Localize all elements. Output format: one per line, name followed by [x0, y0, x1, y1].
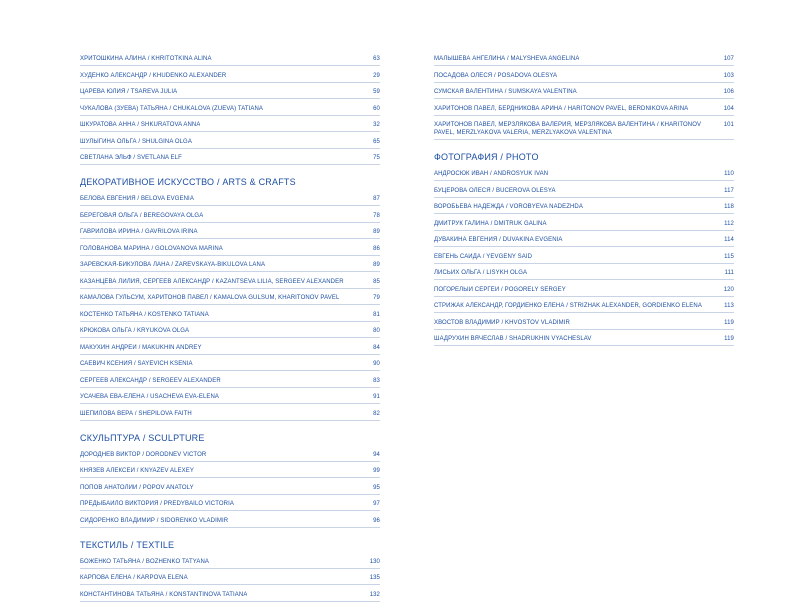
entry-name: ВОРОБЬЕВА НАДЕЖДА / VOROBYEVA NADEZHDA [434, 204, 583, 210]
index-entry [434, 70, 734, 83]
entry-name: ЕВГЕНЬ САИДА / YEVGENY SAID [434, 253, 533, 260]
index-entry [80, 276, 380, 289]
entry-page-number: 94 [373, 451, 380, 458]
entry-name: ДОРОДНЕВ ВИКТОР / DORODNEV VICTOR [80, 451, 207, 458]
entry-page-number: 91 [373, 394, 380, 400]
entry-page-number: 89 [373, 229, 380, 235]
entry-name: ДМИТРУК ГАЛИНА / DMITRUK GALINA [434, 220, 547, 227]
entry-name: СВЕТЛАНА ЭЛЬФ / SVETLANA ELF [80, 155, 182, 161]
entry-name: ХАРИТОНОВ ПАВЕЛ, МЕРЗЛЯКОВА ВАЛЕРИЯ, МЕРЗЛЯКОВА ВАЛЕНТИНА / KHARITONOV PAVEL, MERZLYAKOVA VALERIA, MERZLYAKOVA VALENTINA [434, 122, 702, 136]
section-title: ФОТОГРАФИЯ / PHOTO [434, 152, 539, 162]
entry-name: БЕЛОВА ЕВГЕНИЯ / BELOVA EVGENIA [80, 196, 194, 202]
entry-name: КАРПОВА ЕЛЕНА / KARPOVA ELENA [80, 575, 188, 581]
entry-page-number: 63 [373, 56, 380, 62]
index-entry [434, 284, 734, 297]
index-entry [434, 53, 734, 66]
entry-page-number: 78 [373, 212, 380, 219]
entry-page-number: 90 [373, 361, 380, 367]
index-entry [80, 53, 380, 66]
entry-page-number: 118 [724, 204, 734, 210]
index-entry [434, 333, 734, 346]
section-title: ДЕКОРАТИВНОЕ ИСКУССТВО / ARTS & CRAFTS [80, 177, 296, 187]
index-entry [80, 136, 380, 149]
entry-name: ПРЕДЫБАЙЛО ВИКТОРИЯ / PREDYBAILO VICTORIA [80, 501, 234, 507]
entry-page-number: 120 [723, 286, 734, 293]
entry-page-number: 106 [723, 89, 734, 95]
entry-page-number: 111 [724, 270, 734, 276]
left-column [80, 53, 380, 605]
entry-page-number: 112 [724, 220, 734, 227]
entry-name: КОНСТАНТИНОВА ТАТЬЯНА / KONSTANTINOVA TATIANA [80, 591, 248, 598]
entry-page-number: 75 [373, 155, 380, 161]
index-entry [434, 317, 734, 330]
entry-name: ШАДРУХИН ВЯЧЕСЛАВ / SHADRUKHIN VYACHESLAV [434, 336, 592, 342]
entry-page-number: 65 [373, 138, 380, 145]
entry-name: БЕРЕГОВАЯ ОЛЬГА / BEREGOVAYA OLGA [80, 212, 204, 219]
entry-page-number: 114 [724, 237, 734, 243]
index-entry [80, 391, 380, 404]
index-entry [434, 86, 734, 99]
entry-page-number: 96 [373, 517, 380, 524]
entry-name: КОСТЕНКО ТАТЬЯНА / KOSTENKO TATIANA [80, 311, 209, 318]
entry-page-number: 113 [724, 303, 734, 309]
entry-name: БОЖЕНКО ТАТЬЯНА / BOZHENKO TATYANA [80, 558, 210, 565]
index-entry [434, 267, 734, 280]
index-entry [434, 119, 734, 140]
entry-page-number: 117 [724, 187, 734, 194]
index-entry [80, 70, 380, 83]
entry-name: БУЦЕРОВА ОЛЕСЯ / BUCEROVA OLESYA [434, 187, 556, 194]
entry-name: ПОГОРЕЛЫЙ СЕРГЕЙ / POGORELY SERGEY [434, 286, 566, 293]
entry-page-number: 97 [373, 501, 380, 507]
entry-name: ЦАРЁВА ЮЛИЯ / TSAREVA JULIA [80, 89, 178, 95]
entry-page-number: 107 [723, 56, 734, 62]
index-entry [80, 309, 380, 322]
entry-name: ХРИТОШКИНА АЛИНА / KHRITOTKINA ALINA [80, 56, 212, 62]
entry-page-number: 60 [373, 105, 380, 112]
entry-name: КАЗАНЦЕВА ЛИЛИЯ, СЕРГЕЕВ АЛЕКСАНДР / KAZANTSEVA LILIA, SERGEEV ALEXANDER [80, 278, 344, 285]
entry-page-number: 29 [373, 72, 380, 79]
entry-name: ШЕПИЛОВА ВЕРА / SHEPILOVA FAITH [80, 410, 192, 417]
entry-page-number: 85 [373, 278, 380, 285]
entry-name: КРЮКОВА ОЛЬГА / KRYUKOVA OLGA [80, 328, 190, 334]
index-entry [80, 210, 380, 223]
entry-name: АНДРОСЮК ИВАН / ANDROSYUK IVAN [434, 171, 549, 177]
entry-page-number: 99 [373, 468, 380, 474]
index-entry [80, 408, 380, 421]
entry-name: УСАЧЕВА ЕВА-ЕЛЕНА / USACHEVA EVA-ELENA [80, 394, 220, 400]
index-entry [80, 572, 380, 585]
entry-page-number: 86 [373, 245, 380, 252]
index-entry [80, 86, 380, 99]
entry-page-number: 84 [373, 344, 380, 351]
index-entry [434, 168, 734, 181]
section-title: СКУЛЬПТУРА / SCULPTURE [80, 432, 205, 443]
entry-name: ЛИСЬИХ ОЛЬГА / LISYKH OLGA [434, 270, 528, 276]
index-entry [80, 358, 380, 371]
index-entry [80, 482, 380, 495]
index-entry [80, 449, 380, 462]
entry-name: ХАРИТОНОВ ПАВЕЛ, БЕРДНИКОВА АРИНА / HARITONOV PAVEL, BERDNIKOVA ARINA [434, 105, 689, 112]
entry-page-number: 82 [373, 410, 380, 417]
index-entry [80, 243, 380, 256]
index-entry [80, 103, 380, 116]
entry-name: ХУДЕНКО АЛЕКСАНДР / KHUDENKO ALEXANDER [80, 72, 227, 79]
entry-page-number: 115 [724, 253, 734, 260]
index-entry [434, 103, 734, 116]
entry-page-number: 135 [369, 575, 380, 581]
entry-name: ГОЛОВАНОВА МАРИНА / GOLOVANOVA MARINA [80, 245, 223, 252]
entry-page-number: 83 [373, 377, 380, 384]
index-entry [434, 201, 734, 214]
index-entry [80, 375, 380, 388]
index-entry [80, 556, 380, 569]
entry-page-number: 59 [373, 89, 380, 95]
index-entry [434, 218, 734, 231]
entry-page-number: 119 [724, 336, 734, 342]
entry-name: ПОСАДОВА ОЛЕСЯ / POSADOVA OLESYA [434, 72, 558, 79]
entry-page-number: 80 [373, 328, 380, 334]
index-entry [434, 185, 734, 198]
index-entry [434, 300, 734, 313]
entry-name: МАКУХИН АНДРЕЙ / MAKUKHIN ANDREY [80, 344, 202, 351]
entry-page-number: 132 [369, 591, 380, 598]
entry-name: ШКУРАТОВА АННА / SHKURATOVA ANNA [80, 122, 201, 128]
entry-name: СЕРГЕЕВ АЛЕКСАНДР / SERGEEV ALEXANDER [80, 377, 221, 384]
entry-page-number: 95 [373, 484, 380, 491]
entry-page-number: 104 [723, 105, 734, 112]
index-entry [434, 234, 734, 247]
index-entry [80, 292, 380, 305]
entry-name: ЗАРЕВСКАЯ-БИКУЛОВА ЛАНА / ZAREVSKAYA-BIKULOVA LANA [80, 262, 266, 268]
entry-name: КАМАЛОВА ГУЛЬСУМ, ХАРИТОНОВ ПАВЕЛ / KAMALOVA GULSUM, KHARITONOV PAVEL [80, 295, 340, 301]
index-entry [80, 465, 380, 478]
entry-page-number: 101 [723, 122, 734, 128]
index-entry [80, 589, 380, 602]
index-entry [80, 259, 380, 272]
entry-name: ХВОСТОВ ВЛАДИМИР / KHVOSTOV VLADIMIR [434, 319, 570, 326]
index-entry [434, 251, 734, 264]
index-entry [80, 119, 380, 132]
entry-page-number: 79 [373, 295, 380, 301]
index-entry [80, 193, 380, 206]
index-entry [80, 498, 380, 511]
section-title: ТЕКСТИЛЬ / TEXTILE [80, 539, 175, 550]
entry-page-number: 87 [373, 196, 380, 202]
entry-page-number: 130 [369, 558, 380, 565]
entry-page-number: 89 [373, 262, 380, 268]
index-entry [80, 325, 380, 338]
entry-name: ПОПОВ АНАТОЛИЙ / POPOV ANATOLY [80, 484, 194, 491]
entry-page-number: 103 [723, 72, 734, 79]
entry-page-number: 110 [724, 171, 734, 177]
entry-name: ЧУКАЛОВА (ЗУЕВА) ТАТЬЯНА / CHUKALOVA (ZUEVA) TATIANA [80, 105, 264, 112]
entry-page-number: 32 [373, 122, 380, 128]
entry-name: СТРИЖАК АЛЕКСАНДР, ГОРДИЕНКО ЕЛЕНА / STRIZHAK ALEXANDER, GORDIENKO ELENA [434, 303, 702, 309]
entry-name: МАЛЫШЕВА АНГЕЛИНА / MALYSHEVA ANGELINA [434, 56, 580, 62]
index-entry [80, 226, 380, 239]
index-entry [80, 342, 380, 355]
entry-name: КНЯЗЕВ АЛЕКСЕЙ / KNYAZEV ALEXEY [80, 468, 194, 474]
entry-name: СУМСКАЯ ВАЛЕНТИНА / SUMSKAYA VALENTINA [434, 89, 577, 95]
entry-name: ДУВАКИНА ЕВГЕНИЯ / DUVAKINA EVGENIA [434, 237, 563, 243]
entry-page-number: 81 [373, 311, 380, 318]
entry-name: СИДОРЕНКО ВЛАДИМИР / SIDORENKO VLADIMIR [80, 517, 229, 524]
entry-name: ШУЛЫГИНА ОЛЬГА / SHULGINA OLGA [80, 138, 192, 145]
entry-page-number: 119 [724, 319, 734, 326]
right-column [434, 53, 734, 350]
index-entry [80, 152, 380, 165]
entry-name: САЕВИЧ КСЕНИЯ / SAYEVICH KSENIA [80, 361, 193, 367]
index-entry [80, 515, 380, 528]
entry-name: ГАВРИЛОВА ИРИНА / GAVRILOVA IRINA [80, 229, 198, 235]
